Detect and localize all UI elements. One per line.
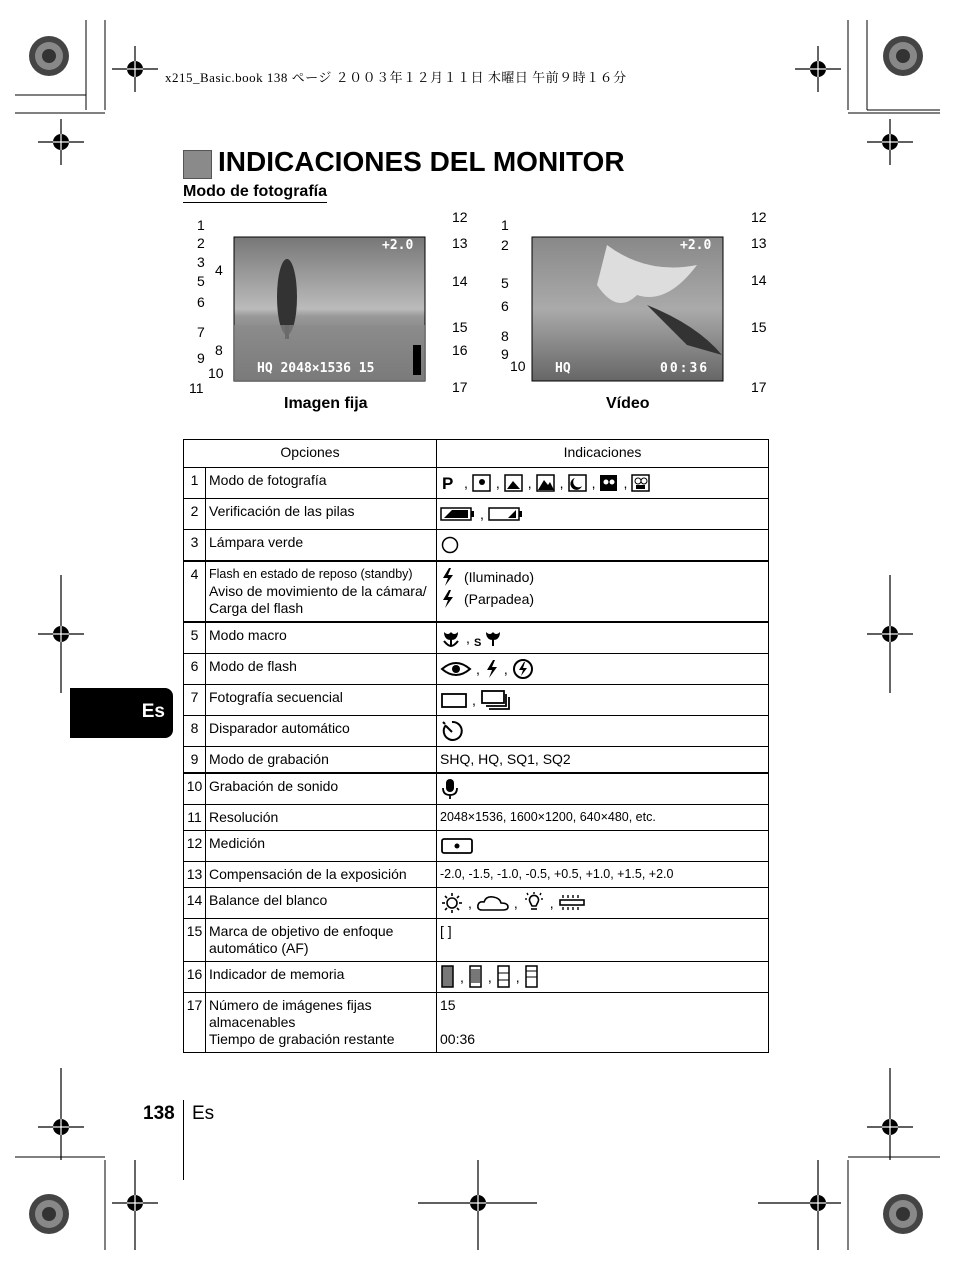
row-indication: SHQ, HQ, SQ1, SQ2: [437, 747, 769, 774]
still-callout: 14: [452, 273, 468, 289]
still-callout: 15: [452, 319, 468, 335]
still-callout: 1: [197, 217, 205, 233]
table-header-row: [184, 440, 769, 468]
language-side-tab-label: Es: [141, 701, 165, 722]
macro-icons: , S: [440, 627, 765, 649]
battery-full-icon: [440, 506, 476, 522]
row-indication: -2.0, -1.5, -1.0, -0.5, +0.5, +1.0, +1.5, +2.0: [437, 862, 769, 888]
row-option: [206, 993, 437, 1053]
row-option: Indicador de memoria: [206, 962, 437, 993]
table-row: [184, 862, 769, 888]
footer-divider: [183, 1100, 184, 1180]
row-indication: [437, 831, 769, 862]
row-number: 5: [184, 622, 206, 654]
row-indication: [437, 622, 769, 654]
row-indication: [437, 654, 769, 685]
section-subtitle: Modo de fotografía: [183, 183, 327, 203]
row-option-line: Tiempo de grabación restante: [209, 1031, 395, 1047]
still-callout: 13: [452, 235, 468, 251]
row-number: 6: [184, 654, 206, 685]
row-option-line: Número de imágenes fijas: [209, 997, 372, 1013]
program-mode-icon: [440, 474, 460, 492]
self-portrait-icon: [599, 474, 619, 492]
flash-icon: [440, 567, 456, 587]
header-options: Opciones: [184, 440, 437, 468]
video-screen-label: Vídeo: [606, 395, 650, 412]
ind-line: 15: [440, 997, 456, 1013]
row-option: Compensación de la exposición: [206, 862, 437, 888]
spot-metering-icon: [440, 837, 474, 855]
fluorescent-icon: [558, 893, 586, 913]
row-number: 7: [184, 685, 206, 716]
still-callout: 5: [197, 273, 205, 289]
video-callout: 13: [751, 235, 767, 251]
row-indication: [437, 773, 769, 805]
video-callout: 15: [751, 319, 767, 335]
video-callout: 10: [510, 358, 526, 374]
table-row: [184, 468, 769, 499]
header-indications: Indicaciones: [437, 440, 769, 468]
video-callout: 17: [751, 379, 767, 395]
table-row: [184, 773, 769, 805]
video-callout: 8: [501, 328, 509, 344]
memory-full-icon: [440, 965, 456, 989]
night-scene-icon: [568, 474, 588, 492]
row-indication: [437, 468, 769, 499]
tungsten-icon: [522, 892, 546, 914]
table-row: [184, 622, 769, 654]
row-number: 10: [184, 773, 206, 805]
video-monitor-figure: [497, 205, 777, 395]
row-option-line: Carga del flash: [209, 600, 304, 616]
row-indication: [ ]: [437, 919, 769, 962]
battery-icons: ,: [440, 503, 765, 525]
flash-on-icon: [484, 659, 500, 679]
row-number: 2: [184, 499, 206, 530]
table-row: [184, 888, 769, 919]
row-indication: 2048×1536, 1600×1200, 640×480, etc.: [437, 805, 769, 831]
still-callout: 4: [215, 262, 223, 278]
svg-text:S: S: [473, 637, 482, 648]
row-indication: [437, 561, 769, 622]
table-row: [184, 654, 769, 685]
still-callout: 12: [452, 209, 468, 225]
row-indication: [437, 685, 769, 716]
row-option: Grabación de sonido: [206, 773, 437, 805]
row-option-line: Flash en estado de reposo (standby): [209, 567, 413, 581]
flash-off-icon: [512, 658, 534, 680]
page-title: INDICACIONES DEL MONITOR: [218, 146, 625, 177]
row-number: 17: [184, 993, 206, 1053]
video-callout: 5: [501, 275, 509, 291]
video-time-readout: 00:36: [660, 361, 710, 376]
row-number: 3: [184, 530, 206, 562]
row-option: Disparador automático: [206, 716, 437, 747]
title-square-icon: [183, 150, 212, 179]
row-option-line: almacenables: [209, 1014, 296, 1030]
row-indication: [437, 888, 769, 919]
row-option: Modo de grabación: [206, 747, 437, 774]
row-number: 14: [184, 888, 206, 919]
still-callout: 11: [189, 380, 204, 396]
sunny-icon: [440, 892, 464, 914]
monitor-indications-table: [183, 439, 769, 1053]
row-option: Modo macro: [206, 622, 437, 654]
still-screen-label: Imagen fija: [284, 395, 368, 412]
sequential-shot-icon: [480, 689, 512, 711]
movie-mode-icon: [631, 474, 651, 492]
print-header: x215_Basic.book 138 ページ ２００３年１２月１１日 木曜日 午前９時１６分: [165, 70, 627, 85]
table-row: [184, 747, 769, 774]
table-row: [184, 919, 769, 962]
video-callout: 14: [751, 272, 767, 288]
row-option-line: automático (AF): [209, 940, 309, 956]
table-row: [184, 530, 769, 562]
row-option: Resolución: [206, 805, 437, 831]
memory-low-icon: [496, 965, 512, 989]
video-callout: 2: [501, 237, 509, 253]
still-callout: 3: [197, 254, 205, 270]
row-option: Lámpara verde: [206, 530, 437, 562]
row-indication: [437, 499, 769, 530]
table-row: [184, 685, 769, 716]
landscape-portrait-icon: [504, 474, 524, 492]
row-option: Modo de flash: [206, 654, 437, 685]
still-callout: 10: [208, 365, 224, 381]
row-number: 12: [184, 831, 206, 862]
row-option-line: Marca de objetivo de enfoque: [209, 923, 394, 939]
landscape-mode-icon: [536, 474, 556, 492]
ind-line: 00:36: [440, 1031, 476, 1047]
portrait-mode-icon: [472, 474, 492, 492]
still-callout: 8: [215, 342, 223, 358]
row-option: [206, 919, 437, 962]
table-row: [184, 499, 769, 530]
video-quality-readout: HQ: [555, 361, 571, 376]
table-row: [184, 805, 769, 831]
page-number: 138: [143, 1103, 175, 1124]
language-side-tab: [70, 688, 173, 738]
row-indication: [437, 716, 769, 747]
memory-half-icon: [468, 965, 484, 989]
table-row: [184, 962, 769, 993]
memory-empty-icon: [524, 965, 540, 989]
still-callout: 6: [197, 294, 205, 310]
row-number: 8: [184, 716, 206, 747]
table-row: [184, 831, 769, 862]
row-option-line: Aviso de movimiento de la cámara/: [209, 583, 427, 599]
self-timer-icon: [440, 719, 464, 743]
cloudy-icon: [476, 893, 510, 913]
row-indication: [437, 530, 769, 562]
still-callout: 16: [452, 342, 468, 358]
shooting-mode-icons: P , , , , , ,: [440, 472, 765, 494]
drive-mode-icons: ,: [440, 689, 765, 711]
row-indication: [437, 993, 769, 1053]
still-resolution-readout: HQ 2048×1536 15: [257, 361, 375, 376]
battery-low-icon: [488, 506, 524, 522]
still-callout: 7: [197, 324, 205, 340]
green-lamp-icon: [440, 535, 460, 555]
row-number: 16: [184, 962, 206, 993]
row-number: 4: [184, 561, 206, 622]
microphone-icon: [440, 778, 460, 800]
video-callout: 9: [501, 346, 509, 362]
row-option: Balance del blanco: [206, 888, 437, 919]
red-eye-icon: [440, 659, 472, 679]
row-option: Medición: [206, 831, 437, 862]
still-callout: 17: [452, 379, 468, 395]
macro-icon: [440, 628, 462, 648]
single-shot-icon: [440, 691, 468, 709]
white-balance-icons: , , ,: [440, 892, 765, 914]
super-macro-icon: [474, 628, 504, 648]
video-callout: 12: [751, 209, 767, 225]
video-exposure-readout: +2.0: [680, 238, 712, 253]
flash-blinking-icon: [440, 589, 456, 609]
row-number: 9: [184, 747, 206, 774]
still-exposure-readout: +2.0: [382, 238, 414, 253]
row-number: 13: [184, 862, 206, 888]
row-number: 11: [184, 805, 206, 831]
row-option: Verificación de las pilas: [206, 499, 437, 530]
table-row: [184, 561, 769, 622]
video-callout: 6: [501, 298, 509, 314]
row-indication: [437, 962, 769, 993]
footer-language: Es: [192, 1103, 215, 1124]
ind-line: (Iluminado): [464, 568, 535, 585]
row-option: [206, 561, 437, 622]
video-callout: 1: [501, 217, 509, 233]
ind-line: (Parpadea): [464, 590, 535, 607]
svg-text:P: P: [442, 474, 454, 492]
table-row: [184, 993, 769, 1053]
row-number: 1: [184, 468, 206, 499]
row-option: Modo de fotografía: [206, 468, 437, 499]
row-option: Fotografía secuencial: [206, 685, 437, 716]
flash-mode-icons: , ,: [440, 658, 765, 680]
still-callout: 2: [197, 235, 205, 251]
still-callout: 9: [197, 350, 205, 366]
row-number: 15: [184, 919, 206, 962]
memory-gauge-icons: , , ,: [440, 966, 765, 988]
table-row: [184, 716, 769, 747]
